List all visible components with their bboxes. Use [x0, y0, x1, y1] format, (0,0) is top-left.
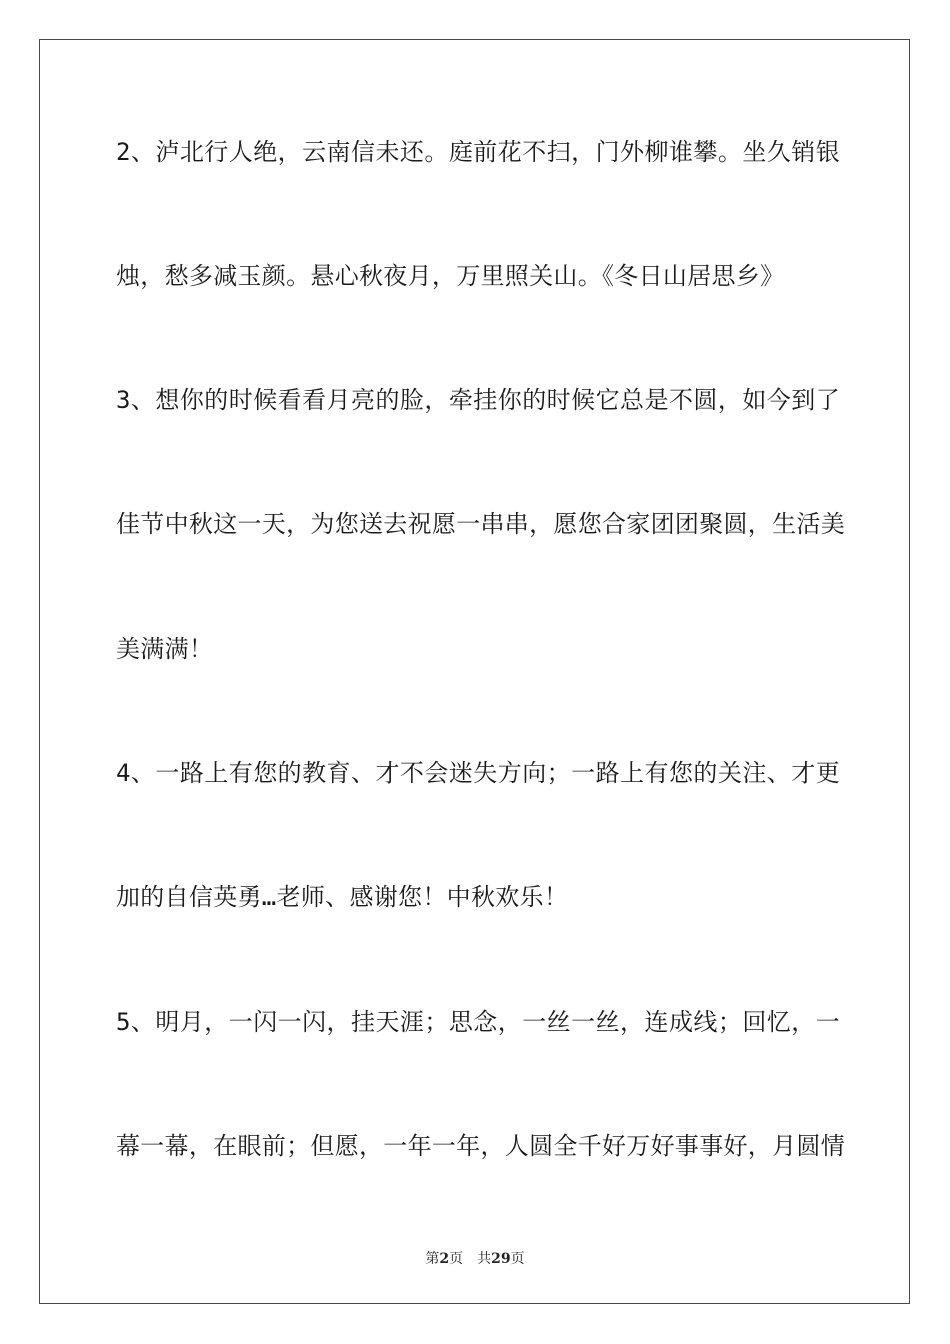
page-suffix: 页	[449, 1251, 464, 1267]
paragraph-3-line-3: 美满满！	[116, 635, 214, 663]
paragraph-2-line-2: 烛，愁多减玉颜。悬心秋夜月，万里照关山。《冬日山居思乡》	[116, 262, 785, 290]
paragraph-4-line-2: 加的自信英勇…老师、感谢您！中秋欢乐！	[116, 883, 569, 911]
total-prefix: 共	[477, 1251, 492, 1267]
paragraph-3-line-2: 佳节中秋这一天，为您送去祝愿一串串，愿您合家团团聚圆，生活美	[116, 510, 845, 538]
page-prefix: 第	[425, 1251, 440, 1267]
paragraph-3-line-1: 3、想你的时候看看月亮的脸，牵挂你的时候它总是不圆，如今到了	[116, 386, 840, 414]
paragraph-2-line-1: 2、泸北行人绝，云南信未还。庭前花不扫，门外柳谁攀。坐久销银	[116, 138, 840, 166]
paragraph-5-line-2: 幕一幕，在眼前；但愿，一年一年，人圆全千好万好事事好，月圆情	[116, 1132, 845, 1160]
page-current: 2	[439, 1251, 450, 1267]
paragraph-4-line-1: 4、一路上有您的教育、才不会迷失方向；一路上有您的关注、才更	[116, 759, 840, 787]
page-footer	[0, 1248, 950, 1268]
paragraph-5-line-1: 5、明月，一闪一闪，挂天涯；思念，一丝一丝，连成线；回忆，一	[116, 1008, 840, 1036]
page-total: 29	[491, 1251, 511, 1267]
page-border	[39, 39, 910, 1304]
total-suffix: 页	[510, 1251, 525, 1267]
